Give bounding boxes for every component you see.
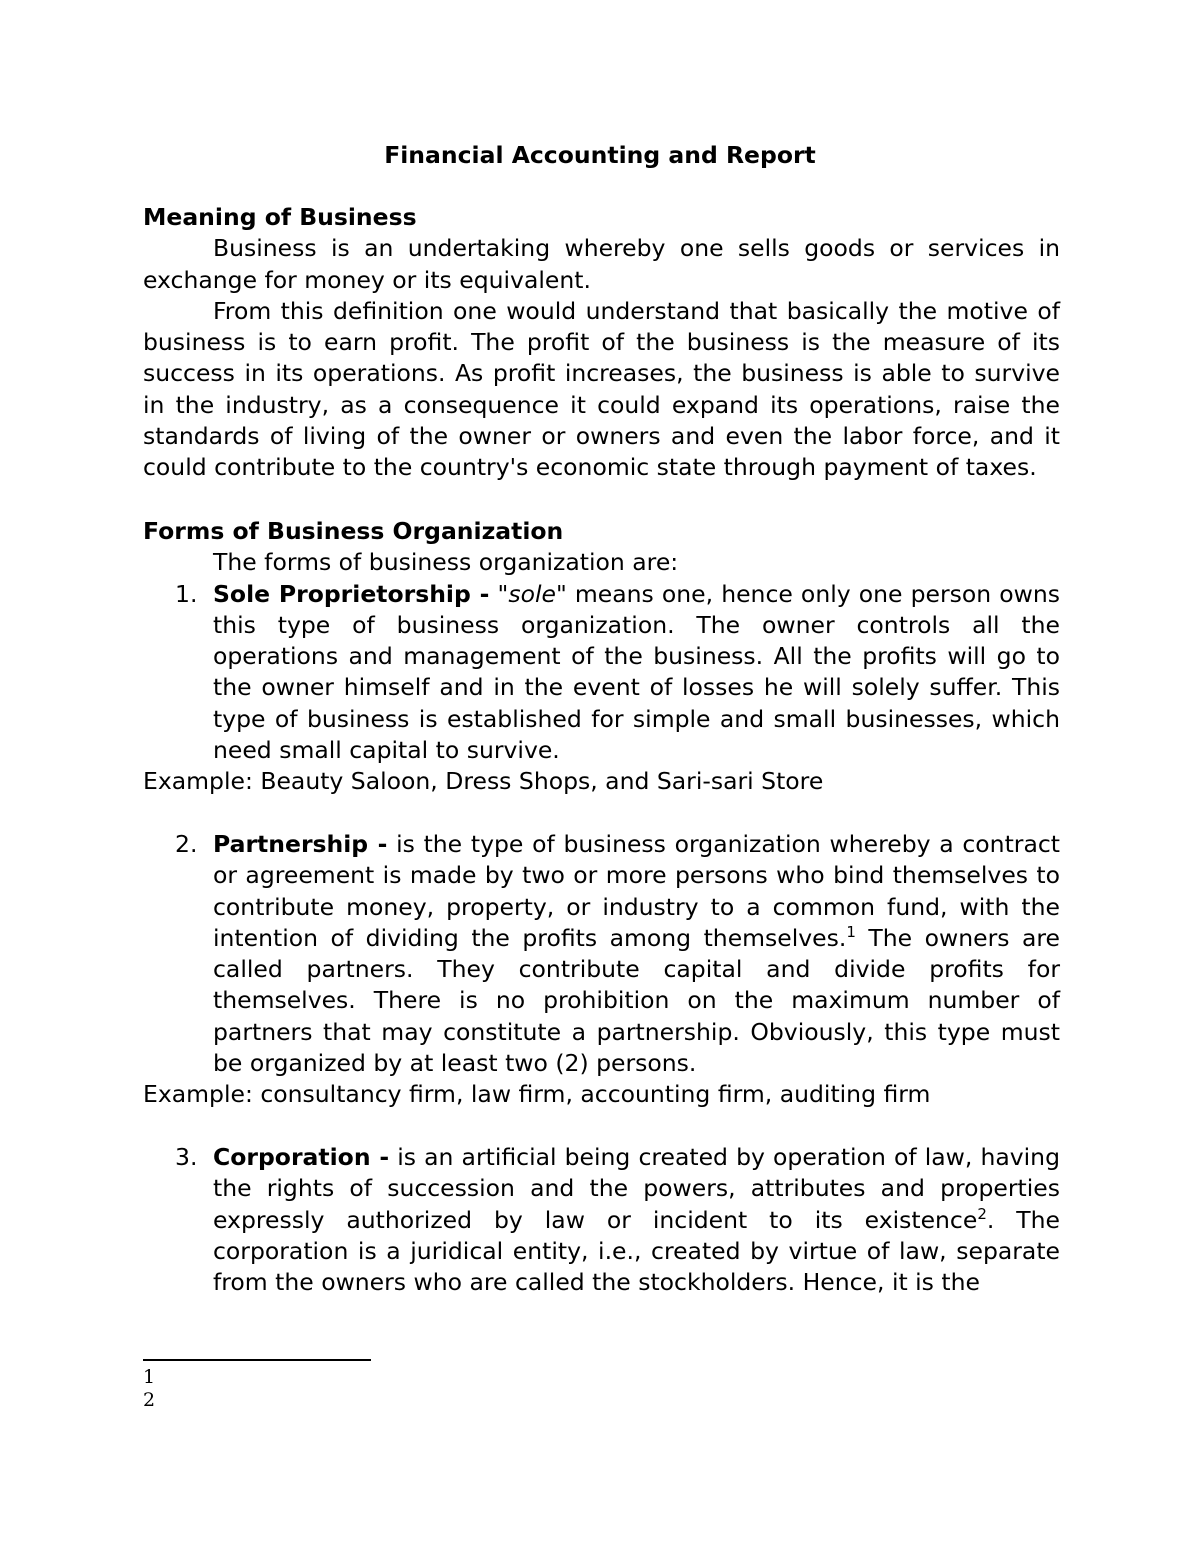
example-sole-proprietorship: Example: Beauty Saloon, Dress Shops, and Sari-sari Store <box>143 767 824 796</box>
list-number: 2. <box>175 829 198 858</box>
partnership-text: is the type of business organization whereby a contract or agreement is made by two or more persons who bind themselves to contribute money, property, or industry to a common fund, with the intention of dividing the profits among themselves. <box>213 829 1060 952</box>
footnotes <box>143 1366 155 1412</box>
list-item-corporation <box>143 1142 1060 1298</box>
meaning-section <box>143 202 1060 484</box>
footnote-2: 2 <box>143 1389 156 1411</box>
forms-heading: Forms of Business Organization <box>143 517 564 545</box>
corporation-text-after: . The corporation is a juridical entity, i.e., created by virtue of law, separate from the owners who are called the stockholders. Hence, it is the <box>213 1205 1061 1297</box>
footnote-separator <box>143 1359 371 1361</box>
corporation-text: is an artificial being created by operation of law, having the rights of succession and the powers, attributes and properties expressly authorized by law or incident to its existence <box>213 1142 1060 1234</box>
list-number: 1. <box>175 579 198 608</box>
forms-intro: The forms of business organization are: <box>213 548 679 577</box>
italic-sole: sole <box>508 579 556 608</box>
term-partnership: Partnership - <box>213 829 388 858</box>
document-title: Financial Accounting and Report <box>384 141 816 169</box>
quote-open: " <box>489 579 509 608</box>
list-number: 3. <box>175 1142 198 1171</box>
list-item-sole-proprietorship <box>143 579 1060 767</box>
meaning-heading: Meaning of Business <box>143 203 417 231</box>
meaning-paragraph-2: From this definition one would understand that basically the motive of business is to earn profit. The profit of the business is the measure of its success in its operations. As profit increases, the business is able to survive in the industry, as a consequence it could expand its operations, raise the standards of living of the owner or owners and even the labor force, and it could contribute to the country's economic state through payment of taxes. <box>143 296 1060 482</box>
footnote-1: 1 <box>143 1366 156 1388</box>
example-partnership: Example: consultancy firm, law firm, accounting firm, auditing firm <box>143 1080 931 1109</box>
list-item-partnership <box>143 829 1060 1079</box>
forms-section <box>143 516 1060 1298</box>
footnote-ref: 2 <box>977 1204 987 1223</box>
partnership-text-after: The owners are called partners. They contribute capital and divide profits for themselves. There is no prohibition on the maximum number of partners that may constitute a partnership. Obviously, this type must be organized by at least two (2) persons. <box>213 923 1060 1078</box>
term-sole-proprietorship: Sole Proprietorship - <box>213 579 490 608</box>
footnote-ref: 1 <box>846 923 856 942</box>
term-corporation: Corporation - <box>213 1142 390 1171</box>
meaning-paragraph-1: Business is an undertaking whereby one sells goods or services in exchange for money or its equivalent. <box>143 234 1060 294</box>
sole-proprietorship-text: " means one, hence only one person owns this type of business organization. The owner controls all the operations and management of the business. All the profits will go to the owner himself and in the event of losses he will solely suffer. This type of business is established for simple and small businesses, which need small capital to survive. <box>213 579 1061 765</box>
